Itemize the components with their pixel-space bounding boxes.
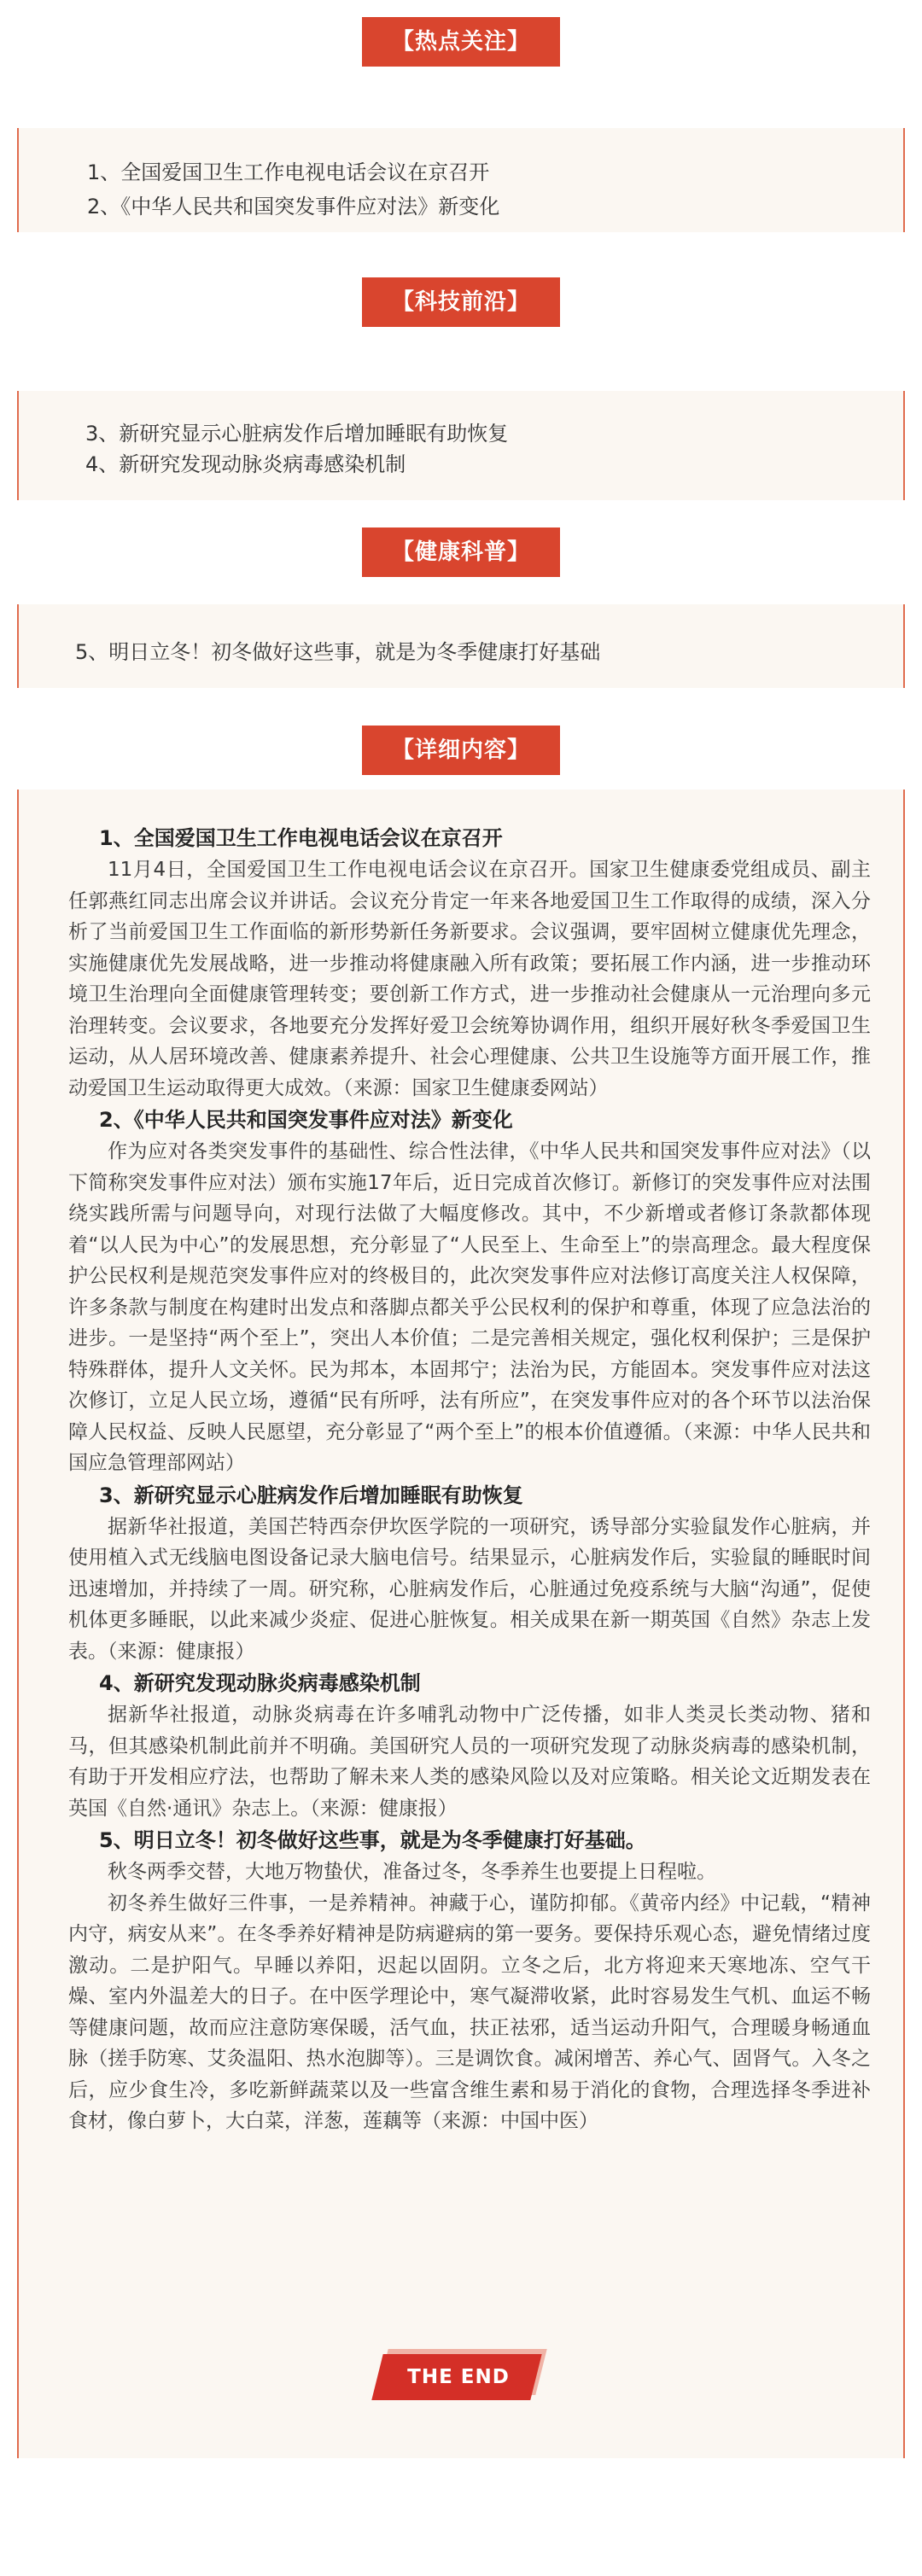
article-paragraph: 秋冬两季交替，大地万物蛰伏，准备过冬，冬季养生也要提上日程啦。 bbox=[108, 1861, 716, 1883]
the-end-banner bbox=[377, 2354, 545, 2400]
article-heading: 5、明日立冬！初冬做好这些事，就是为冬季健康打好基础。 bbox=[99, 1828, 646, 1852]
article-heading: 2、《中华人民共和国突发事件应对法》新变化 bbox=[99, 1108, 513, 1132]
article-heading: 1、全国爱国卫生工作电视电话会议在京召开 bbox=[99, 826, 503, 850]
article-paragraph: 据新华社报道，美国芒特西奈伊坎医学院的一项研究，诱导部分实验鼠发作心脏病，并使用植入式无线脑电图设备记录大脑电信号。结果显示，心脏病发作后，实验鼠的睡眠时间迅速增加，并持续了一周。研究称，心脏病发作后，心脏通过免疫系统与大脑“沟通”，促使机体更多睡眠，以此来减少炎症、促进心脏恢复。相关成果在新一期英国《自然》杂志上发表。（来源：健康报） bbox=[68, 1515, 871, 1663]
section-badge-hot: 【热点关注】 bbox=[362, 17, 560, 67]
list-item[interactable]: 2、《中华人民共和国突发事件应对法》新变化 bbox=[87, 195, 500, 219]
article-paragraph: 作为应对各类突发事件的基础性、综合性法律，《中华人民共和国突发事件应对法》（以下简称突发事件应对法）颁布实施17年后，近日完成首次修订。新修订的突发事件应对法围绕实践所需与问题导向，对现行法做了大幅度修改。其中，不少新增或者修订条款都体现着“以人民为中心”的发展思想，充分彰显了“人民至上、生命至上”的崇高理念。最大程度保护公民权利是规范突发事件应对的终极目的，此次突发事件应对法修订高度关注人权保障，许多条款与制度在构建时出发点和落脚点都关乎公民权利的保护和尊重，体现了应急法治的进步。一是坚持“两个至上”，突出人本价值；二是完善相关规定，强化权利保护；三是保护特殊群体，提升人文关怀。民为邦本，本固邦宁；法治为民，方能固本。突发事件应对法这次修订，立足人民立场，遵循“民有所呼，法有所应”，在突发事件应对的各个环节以法治保障人民权益、反映人民愿望，充分彰显了“两个至上”的根本价值遵循。（来源：中华人民共和国应急管理部网站） bbox=[68, 1140, 871, 1474]
section-badge-detail: 【详细内容】 bbox=[362, 726, 560, 775]
article-paragraph: 据新华社报道，动脉炎病毒在许多哺乳动物中广泛传播，如非人类灵长类动物、猪和马，但其感染机制此前并不明确。美国研究人员的一项研究发现了动脉炎病毒的感染机制，有助于开发相应疗法，也帮助了解未来人类的感染风险以及对应策略。相关论文近期发表在英国《自然·通讯》杂志上。（来源：健康报） bbox=[68, 1704, 871, 1820]
list-item[interactable]: 5、明日立冬！初冬做好这些事，就是为冬季健康打好基础 bbox=[75, 640, 601, 664]
article-heading: 3、新研究显示心脏病发作后增加睡眠有助恢复 bbox=[99, 1483, 523, 1507]
section-box-health bbox=[17, 604, 905, 688]
list-item[interactable]: 3、新研究显示心脏病发作后增加睡眠有助恢复 bbox=[85, 422, 509, 446]
article-heading: 4、新研究发现动脉炎病毒感染机制 bbox=[99, 1671, 421, 1695]
article-paragraph: 11月4日，全国爱国卫生工作电视电话会议在京召开。国家卫生健康委党组成员、副主任郭燕红同志出席会议并讲话。会议充分肯定一年来各地爱国卫生工作取得的成绩，深入分析了当前爱国卫生工作面临的新形势新任务新要求。会议强调，要牢固树立健康优先理念，实施健康优先发展战略，进一步推动将健康融入所有政策；要拓展工作内涵，进一步推动环境卫生治理向全面健康管理转变；要创新工作方式，进一步推动社会健康从一元治理向多元治理转变。会议要求，各地要充分发挥好爱卫会统筹协调作用，组织开展好秋冬季爱国卫生运动，从人居环境改善、健康素养提升、社会心理健康、公共卫生设施等方面开展工作，推动爱国卫生运动取得更大成效。（来源：国家卫生健康委网站） bbox=[68, 859, 871, 1099]
the-end-label: THE END bbox=[407, 2366, 510, 2388]
section-badge-tech: 【科技前沿】 bbox=[362, 277, 560, 327]
list-item[interactable]: 1、全国爱国卫生工作电视电话会议在京召开 bbox=[87, 160, 490, 184]
article-paragraph: 初冬养生做好三件事，一是养精神。神藏于心，谨防抑郁。《黄帝内经》中记载，“精神内守，病安从来”。在冬季养好精神是防病避病的第一要务。要保持乐观心态，避免情绪过度激动。二是护阳气。早睡以养阳，迟起以固阴。立冬之后，北方将迎来天寒地冻、空气干燥、室内外温差大的日子。在中医学理论中，寒气凝滞收紧，此时容易发生气机、血运不畅等健康问题，故而应注意防寒保暖，活气血，扶正祛邪，适当运动升阳气，合理暖身畅通血脉（搓手防寒、艾灸温阳、热水泡脚等）。三是调饮食。减闲增苦、养心气、固肾气。入冬之后，应少食生冷，多吃新鲜蔬菜以及一些富含维生素和易于消化的食物，合理选择冬季进补食材，像白萝卜，大白菜，洋葱，莲藕等（来源：中国中医） bbox=[68, 1891, 871, 2132]
section-box-hot bbox=[17, 128, 905, 232]
section-box-tech bbox=[17, 391, 905, 500]
section-badge-health: 【健康科普】 bbox=[362, 527, 560, 577]
list-item[interactable]: 4、新研究发现动脉炎病毒感染机制 bbox=[85, 452, 406, 476]
detail-content-box bbox=[17, 790, 905, 2458]
